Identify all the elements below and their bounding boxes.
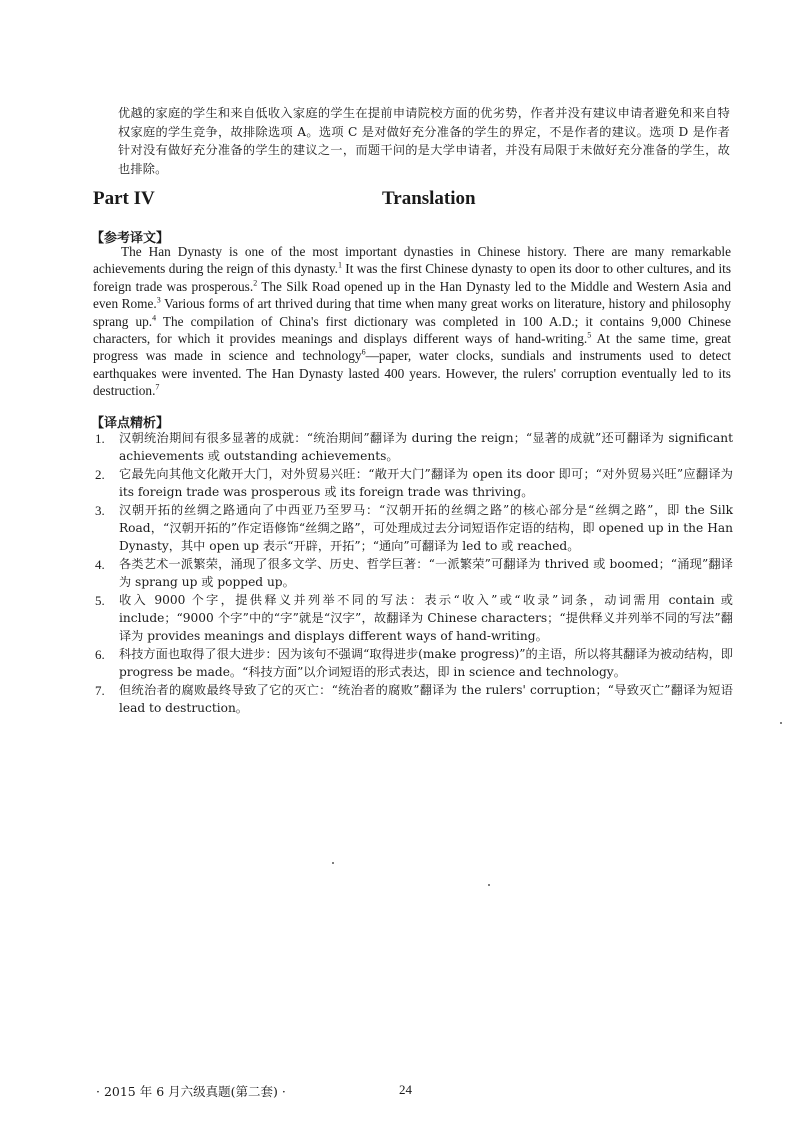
part-label: Part IV (93, 188, 155, 209)
translation-sentence: Various forms of art thrived during that time when many great works on literature, history and philosophy sprang up. (93, 296, 731, 329)
note-number: 3. (95, 503, 105, 519)
translation-sentence: —paper, water clocks, sundials and instruments used to detect earthquakes were invented. The Han Dynasty lasted 400 years. However, the rulers' corruption eventually led to its destruction. (93, 348, 731, 399)
note-item (93, 502, 733, 555)
footnote-mark: 7 (155, 382, 160, 392)
translation-sentence: At the same time, great progress was made in science and technology (93, 331, 731, 364)
note-number: 7. (95, 683, 105, 699)
note-text: 科技方面也取得了很大进步：因为该句不强调“取得进步(make progress)”的主语，所以将其翻译为被动结构，即 progress be made。“科技方面”以介词短语的形式表达，即 in science and technology。 (119, 647, 733, 679)
note-item (93, 682, 733, 717)
note-number: 4. (95, 557, 105, 573)
scan-speck (780, 722, 782, 724)
translation-sentence: The Silk Road opened up in the Han Dynasty led to the Middle and Western Asia and even Rome. (93, 278, 731, 312)
footnote-mark: 1 (337, 260, 342, 270)
note-item (93, 430, 733, 465)
note-text: 汉朝统治期间有很多显著的成就：“统治期间”翻译为 during the reign；“显著的成就”还可翻译为 significant achievements 或 outstanding achievements。 (119, 431, 733, 463)
note-number: 5. (95, 593, 105, 609)
note-text: 收入 9000 个字，提供释义并列举不同的写法：表示“收入”或“收录”词条，动词需用 contain 或 include；“9000 个字”中的“字”就是“汉字”，故翻译为 Chinese characters；“提供释义并列举不同的写法”翻译为 provides meanings and displays different ways of hand-writing。 (119, 593, 733, 643)
note-text: 但统治者的腐败最终导致了它的灭亡：“统治者的腐败”翻译为 the rulers' corruption；“导致灭亡”翻译为短语 lead to destruction。 (119, 683, 733, 715)
translation-paragraph (93, 243, 731, 400)
note-number: 6. (95, 647, 105, 663)
footnote-mark: 2 (253, 278, 258, 288)
translation-sentence: The compilation of China's first dictionary was completed in 100 A.D.; it contains 9,000 Chinese characters, for which it provides meanings and displays different ways of hand-writing. (93, 313, 731, 347)
translation-notes-label: 【译点精析】 (91, 416, 170, 431)
footnote-mark: 3 (156, 295, 161, 305)
note-item (93, 646, 733, 681)
carryover-paragraph: 优越的家庭的学生和来自低收入家庭的学生在提前申请院校方面的优劣势，作者并没有建议申请者避免和来自特权家庭的学生竞争，故排除选项 A。选项 C 是对做好充分准备的学生的界定，不是作者的建议。选项 D 是作者针对没有做好充分准备的学生的建议之一，而题干问的是大学申请者，并没有局限于未做好充分准备的学生，故也排除。 (118, 106, 730, 176)
footer-source: · 2015 年 6 月六级真题(第二套) · (96, 1084, 286, 1099)
part-header (93, 188, 733, 218)
note-item (93, 592, 733, 645)
translation-sentence: The Han Dynasty is one of the most important dynasties in Chinese history. There are many remarkable achievements during the reign of this dynasty. (93, 244, 731, 277)
part-title: Translation (382, 188, 476, 209)
note-text: 汉朝开拓的丝绸之路通向了中西亚乃至罗马：“汉朝开拓的丝绸之路”的核心部分是“丝绸之路”，即 the Silk Road，“汉朝开拓的”作定语修饰“丝绸之路”，可处理成过去分词短语作定语的结构，即 opened up in the Han Dynasty，其中 open up 表示“开辟，开拓”；“通向”可翻译为 led to 或 reached。 (119, 503, 733, 553)
footnote-mark: 4 (152, 313, 157, 323)
scan-speck (332, 862, 334, 864)
note-number: 1. (95, 431, 105, 446)
note-item (93, 466, 733, 501)
note-number: 2. (95, 467, 105, 483)
note-text: 它最先向其他文化敞开大门，对外贸易兴旺：“敞开大门”翻译为 open its door 即可；“对外贸易兴旺”应翻译为 its foreign trade was prosperous 或 its foreign trade was thriving。 (119, 467, 733, 499)
footnote-mark: 5 (587, 330, 592, 340)
reference-translation-label: 【参考译文】 (91, 231, 170, 246)
translation-sentence: It was the first Chinese dynasty to open its door to other cultures, and its foreign trade was prosperous. (93, 261, 732, 294)
reference-translation (93, 243, 731, 400)
scan-speck (488, 884, 490, 886)
note-text: 各类艺术一派繁荣，涌现了很多文学、历史、哲学巨著：“一派繁荣”可翻译为 thrived 或 boomed；“涌现”翻译为 sprang up 或 popped up。 (119, 557, 733, 589)
note-item (93, 556, 733, 591)
translation-notes-list (93, 430, 733, 719)
page-number: 24 (399, 1082, 412, 1097)
footnote-mark: 6 (361, 348, 366, 358)
